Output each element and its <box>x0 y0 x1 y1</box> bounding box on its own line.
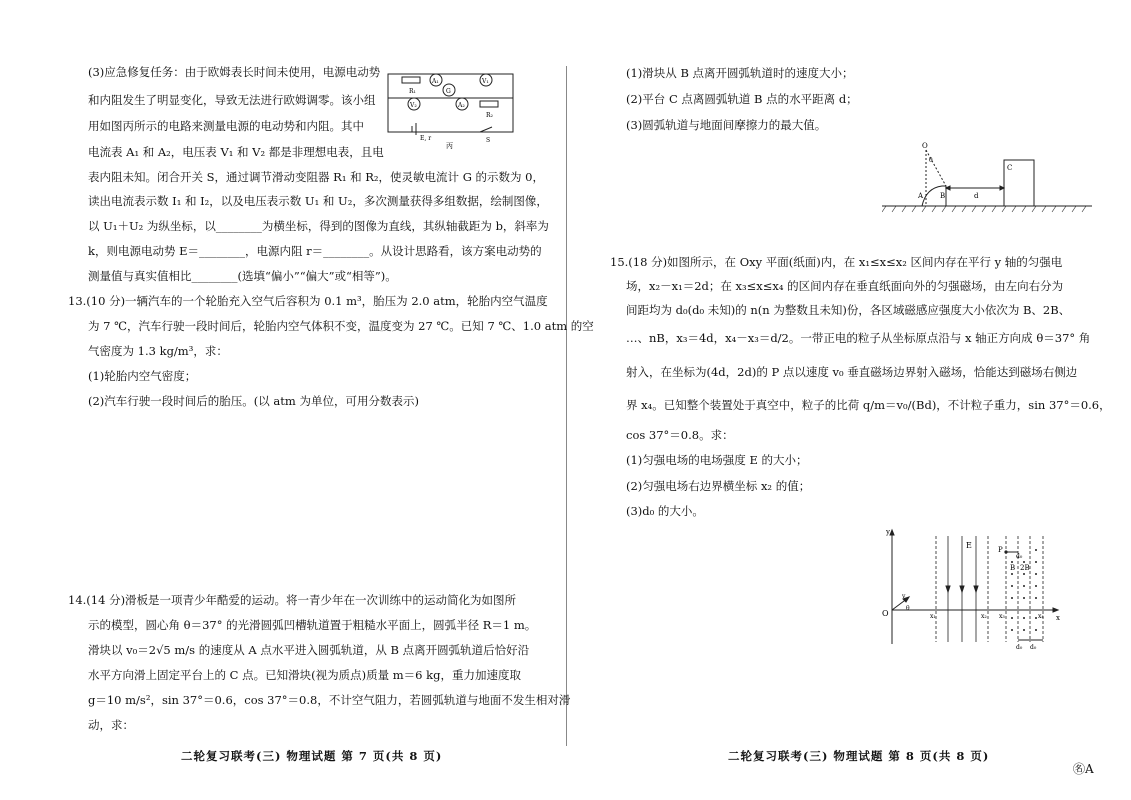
d0-label-bottom-2: d₀ <box>1030 644 1037 651</box>
point-p-label: P <box>998 546 1003 554</box>
text-line: 水平方向滑上固定平台上的 C 点。已知滑块(视为质点)质量 m＝6 kg，重力加速度取 <box>88 668 521 682</box>
text-line: (1)匀强电场的电场强度 E 的大小； <box>626 453 808 467</box>
text-line: 界 x₄。已知整个装置处于真空中，粒子的比荷 q/m＝v₀/(Bd)，不计粒子重力，sin 37°＝0.6， <box>626 398 1111 412</box>
label-c: C <box>1007 164 1013 172</box>
corner-mark: ㊔A <box>1073 762 1094 776</box>
column-divider <box>566 66 567 746</box>
label-v1: V₁ <box>482 78 489 85</box>
label-v2: V₂ <box>410 102 417 109</box>
text-line: …、nB，x₃＝4d，x₄－x₃＝d/2。一带正电的粒子从坐标原点沿与 x 轴正方向成 θ＝37° 角 <box>626 331 1091 345</box>
text-line: 气密度为 1.3 kg/m³，求： <box>88 344 228 358</box>
label-b: B <box>940 192 946 200</box>
text-line: 表内阻未知。闭合开关 S，通过调节滑动变阻器 R₁ 和 R₂，使灵敏电流计 G 的示数为 0， <box>88 170 545 184</box>
text-line: cos 37°＝0.8。求： <box>626 428 734 442</box>
text-line: g＝10 m/s²，sin 37°＝0.6，cos 37°＝0.8，不计空气阻力，若圆弧轨道与地面不发生相对滑 <box>88 693 571 707</box>
x4-label: x₄ <box>1038 613 1044 620</box>
text-line: 场，x₂－x₁＝2d；在 x₃≤x≤x₄ 的区间内存在垂直纸面向外的匀强磁场，由左向右分为 <box>626 279 1064 293</box>
text-line: (1)滑块从 B 点离开圆弧轨道时的速度大小； <box>626 66 854 80</box>
label-a: A <box>918 192 924 200</box>
text-line: 动，求： <box>88 718 134 732</box>
angle-label: θ <box>906 605 910 612</box>
label-a1: A₁ <box>432 78 439 85</box>
text-line: (2)匀强电场右边界横坐标 x₂ 的值； <box>626 479 811 493</box>
text-line: 和内阻发生了明显变化，导致无法进行欧姆调零。该小组 <box>88 93 376 107</box>
text-line: (1)轮胎内空气密度； <box>88 369 197 383</box>
text-line: 射入，在坐标为(4d，2d)的 P 点以速度 v₀ 垂直磁场边界射入磁场，恰能达到磁场右侧边 <box>626 365 1078 379</box>
label-r2: R₂ <box>486 112 493 119</box>
label-a2: A₂ <box>458 102 465 109</box>
page-footer: 二轮复习联考(三) 物理试题 第 7 页(共 8 页) <box>181 749 443 763</box>
text-line: 测量值与真实值相比________(选填“偏小”“偏大”或“相等”)。 <box>88 269 397 283</box>
label-o: O <box>922 142 928 150</box>
label-er: E, r <box>420 135 432 142</box>
text-line: 读出电流表示数 I₁ 和 I₂，以及电压表示数 U₁ 和 U₂，多次测量获得多组数据，绘制图像， <box>88 194 548 208</box>
x3-label: x₃ <box>999 613 1005 620</box>
text-line: 15.(18 分)如图所示，在 Oxy 平面(纸面)内，在 x₁≤x≤x₂ 区间内存在平行 y 轴的匀强电 <box>610 255 1063 269</box>
text-line: k，则电源电动势 E＝________，电源内阻 r＝________。从设计思路看，该方案电动势的 <box>88 244 542 258</box>
d0-label-top: d₀ <box>1016 553 1023 560</box>
label-theta: θ <box>929 157 933 164</box>
velocity-label: v <box>902 593 906 600</box>
text-line: (3)应急修复任务：由于欧姆表长时间未使用，电源电动势 <box>88 65 381 79</box>
d0-label-bottom-1: d₀ <box>1016 644 1023 651</box>
text-line: 间距均为 d₀(d₀ 未知)的 n(n 为整数且未知)份，各区域磁感应强度大小依次为 B、2B、 <box>626 303 1071 317</box>
x1-label: x₁ <box>930 613 936 620</box>
text-line: (2)汽车行驶一段时间后的胎压。(以 atm 为单位，可用分数表示) <box>88 394 419 408</box>
label-g: G <box>446 88 451 95</box>
label-s: S <box>486 137 491 144</box>
field-diagram <box>878 522 1063 652</box>
text-line: 13.(10 分)一辆汽车的一个轮胎充入空气后容积为 0.1 m³，胎压为 2.0 atm，轮胎内空气温度 <box>68 294 548 308</box>
text-line: 以 U₁＋U₂ 为纵坐标，以________为横坐标，得到的图像为直线，其纵轴截距为 b，斜率为 <box>88 219 549 233</box>
axis-y-label: y <box>886 528 890 536</box>
origin-label: O <box>882 609 889 618</box>
text-line: 电流表 A₁ 和 A₂，电压表 V₁ 和 V₂ 都是非理想电表，且电 <box>88 145 384 159</box>
x2-label: x₂ <box>981 613 987 620</box>
axis-x-label: x <box>1056 614 1060 622</box>
page-footer: 二轮复习联考(三) 物理试题 第 8 页(共 8 页) <box>728 749 990 763</box>
text-line: 示的模型，圆心角 θ＝37° 的光滑圆弧凹槽轨道置于粗糙水平面上，圆弧半径 R＝1 m。 <box>88 618 537 632</box>
text-line: 滑块以 v₀＝2√5 m/s 的速度从 A 点水平进入圆弧轨道，从 B 点离开圆弧轨道后恰好沿 <box>88 643 530 657</box>
label-d: d <box>974 192 979 200</box>
field-2b-label: 2B <box>1020 564 1030 572</box>
field-e-label: E <box>966 541 972 550</box>
text-line: 14.(14 分)滑板是一项青少年酷爱的运动。将一青少年在一次训练中的运动简化为如图所 <box>68 593 517 607</box>
text-line: (3)d₀ 的大小。 <box>626 504 704 518</box>
text-line: 用如图丙所示的电路来测量电源的电动势和内阻。其中 <box>88 119 364 133</box>
label-r1: R₁ <box>409 88 416 95</box>
text-line: 为 7 ℃，汽车行驶一段时间后，轮胎内空气体积不变，温度变为 27 ℃。已知 7 ℃、1.0 atm 的空 <box>88 319 594 333</box>
figure-caption: 丙 <box>446 142 453 150</box>
circuit-diagram <box>382 64 522 150</box>
text-line: (3)圆弧轨道与地面间摩擦力的最大值。 <box>626 118 827 132</box>
ramp-diagram <box>882 140 1097 214</box>
text-line: (2)平台 C 点离圆弧轨道 B 点的水平距离 d； <box>626 92 858 106</box>
field-b-label: B <box>1010 564 1016 572</box>
